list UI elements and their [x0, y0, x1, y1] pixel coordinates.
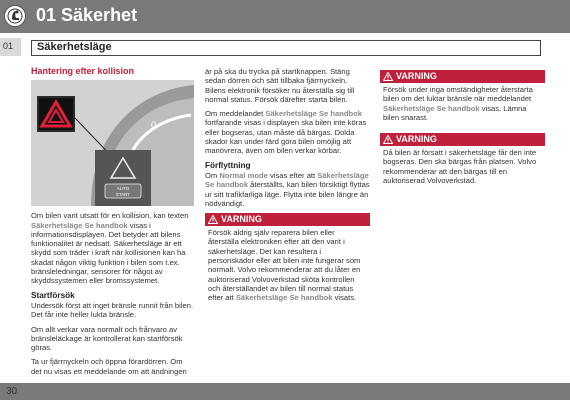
warning-body: Försök aldrig själv reparera bilen eller återställa elektroniken efter att den varit i säkerhetsläge. Det kan resultera i personskador eller att bilen inte fungerar som normalt. Volvo rekommenderar att du låter en auktoriserad Volvoverkstad sköta kontrollen och återställandet av bilen till normal status efter att Säkerhetsläge Se handbok visats.: [208, 228, 361, 303]
warning-header: VARNING: [380, 70, 545, 83]
section-title-box: [31, 40, 541, 56]
display-message: Säkerhetsläge Se handbok: [265, 109, 363, 119]
warning-body: Försök under inga omständigheter återstarta bilen om det luktar bränsle när meddelandet Säkerhetsläge Se handbok visas. Lämna bilen snarast.: [383, 85, 533, 122]
warning-triangle-icon: [383, 135, 393, 144]
warning-triangle-icon: [208, 215, 218, 224]
dashboard-illustration: [31, 80, 194, 206]
paragraph: Om Normal mode visas efter att Säkerhetsläge Se handbok återställts, kan bilen försiktigt flyttas ur sitt trafikfarliga läge. Flytta inte bilen längre än nödvändigt.: [205, 170, 370, 208]
page-number: 30: [6, 386, 18, 397]
warning-box: [205, 213, 370, 305]
subheading: Förflyttning: [205, 160, 251, 170]
display-message: Säkerhetsläge Se handbok: [31, 220, 128, 230]
paragraph: Undersök först att inget bränsle runnit från bilen. Det får inte heller lukta bränsle.: [31, 300, 194, 320]
warning-header: VARNING: [205, 213, 370, 226]
chapter-title: 01 Säkerhet: [36, 5, 138, 25]
warning-triangle-icon: [383, 72, 393, 81]
column-3: [380, 67, 545, 196]
display-message: Normal mode: [219, 170, 268, 180]
safety-seat-icon: [4, 5, 26, 27]
column-2: [205, 67, 370, 314]
paragraph: Om allt verkar vara normalt och frånvaro av bränsleläckage är kontrollerat kan startförsök göras.: [31, 324, 183, 353]
warning-body: Då bilen är försatt i säkerhetsläge får den inte bogseras. Den ska bärgas från platsen. Volvo rekommenderar att den bärgas till en auktoriserad Volvoverkstad.: [383, 148, 537, 186]
warning-box: [380, 70, 545, 125]
svg-text:0: 0: [151, 120, 157, 131]
warning-box: [380, 133, 545, 188]
subheading: Startförsök: [31, 290, 75, 300]
svg-text:AUTO: AUTO: [116, 186, 130, 192]
paragraph: Ta ur fjärrnyckeln och öppna förardörren. Om det nu visas ett meddelande om att ändningen: [31, 357, 187, 376]
chapter-side-tab: [0, 38, 21, 56]
display-message: Säkerhetsläge Se handbok: [205, 170, 369, 190]
display-message: Säkerhetsläge Se handbok: [383, 103, 480, 113]
page-footer: [0, 383, 570, 400]
chapter-header: [0, 0, 570, 33]
paragraph: är på ska du trycka på startknappen. Stäng sedan dörren och sätt tillbaka fjärrnyckeln. Bilens elektronik försöker nu återställa sig till normal status. Försök därefter starta bilen.: [205, 67, 355, 104]
column-1: [31, 67, 194, 381]
svg-text:START: START: [115, 192, 131, 198]
display-message: Säkerhetsläge Se handbok: [235, 293, 333, 303]
paragraph: Om bilen varit utsatt för en kollision, kan texten Säkerhetsläge Se handbok visas i informationsdisplayen. Det betyder att bilens funktionalitet är nedsatt. Säkerhetsläge är ett skydd som träder i kraft när kollisionen kan ha skadat någon viktig funktion i bilen som t.ex. bränsleledningar, sensorer för något av skyddssystemen eller bromssystemet.: [31, 211, 189, 286]
side-tab-label: 01: [3, 41, 14, 51]
paragraph: Om meddelandet Säkerhetsläge Se handbok fortfarande visas i displayen ska bilen inte köras eller bogseras, utan måste då bärgas. Dolda skador kan under färd göra bilen omöjlig att manövrera, även om bilen verkar körbar.: [205, 109, 367, 156]
warning-header: VARNING: [380, 133, 545, 146]
column-heading: Hantering efter kollision: [31, 66, 135, 76]
section-title: Säkerhetsläge: [37, 41, 112, 53]
